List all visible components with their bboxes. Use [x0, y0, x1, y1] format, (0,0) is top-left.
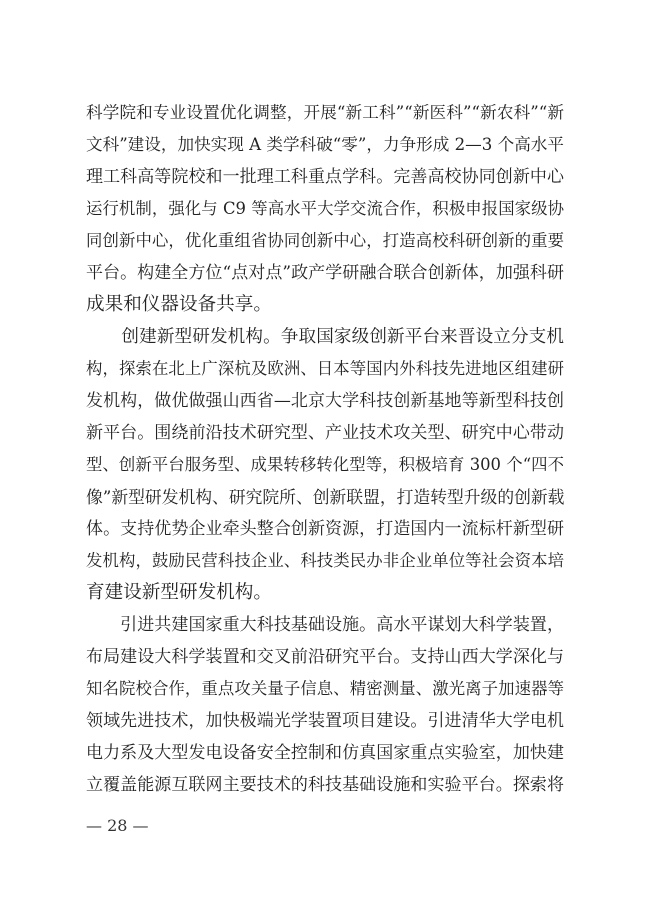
text-line: 构，探索在北上广深杭及欧洲、日本等国内外科技先进地区组建研	[86, 359, 564, 378]
text-line: 文科”建设，加快实现 A 类学科破“零”，力争形成 2—3 个高水平	[86, 135, 564, 154]
text-line: 同创新中心，优化重组省协同创新中心，打造高校科研创新的重要	[86, 231, 564, 250]
text-line: 引进共建国家重大科技基础设施。高水平谋划大科学装置，	[86, 615, 564, 635]
text-line: 创建新型研发机构。争取国家级创新平台来晋设立分支机	[86, 327, 564, 347]
page-number: — 28 —	[86, 816, 149, 835]
text-line: 像”新型研发机构、研究院所、创新联盟，打造转型升级的创新载	[86, 487, 564, 507]
text-line: 知名院校合作，重点攻关量子信息、精密测量、激光离子加速器等	[86, 679, 564, 698]
text-line: 布局建设大科学装置和交叉前沿研究平台。支持山西大学深化与	[86, 647, 564, 667]
text-line: 发机构，做优做强山西省—北京大学科技创新基地等新型科技创	[86, 391, 564, 411]
text-line: 新平台。围绕前沿技术研究型、产业技术攻关型、研究中心带动	[86, 423, 564, 443]
text-line: 发机构，鼓励民营科技企业、科技类民办非企业单位等社会资本培	[86, 551, 564, 570]
body-text	[86, 97, 564, 801]
text-line: 领域先进技术，加快极端光学装置项目建设。引进清华大学电机	[86, 711, 564, 731]
text-line: 成果和仪器设备共享。	[86, 294, 272, 315]
text-line: 育建设新型研发机构。	[86, 582, 272, 603]
text-line: 电力系及大型发电设备安全控制和仿真国家重点实验室，加快建	[86, 743, 564, 763]
text-line: 体。支持优势企业牵头整合创新资源，打造国内一流标杆新型研	[86, 519, 564, 539]
text-line: 平台。构建全方位“点对点”政产学研融合联合创新体，加强科研	[86, 263, 564, 283]
text-line: 科学院和专业设置优化调整，开展“新工科”“新医科”“新农科”“新	[86, 103, 564, 122]
text-line: 型、创新平台服务型、成果转移转化型等，积极培育 300 个“四不	[86, 455, 564, 474]
text-line: 运行机制，强化与 C9 等高水平大学交流合作，积极申报国家级协	[86, 199, 564, 218]
text-line: 立覆盖能源互联网主要技术的科技基础设施和实验平台。探索将	[86, 775, 564, 795]
text-line: 理工科高等院校和一批理工科重点学科。完善高校协同创新中心	[86, 167, 564, 187]
